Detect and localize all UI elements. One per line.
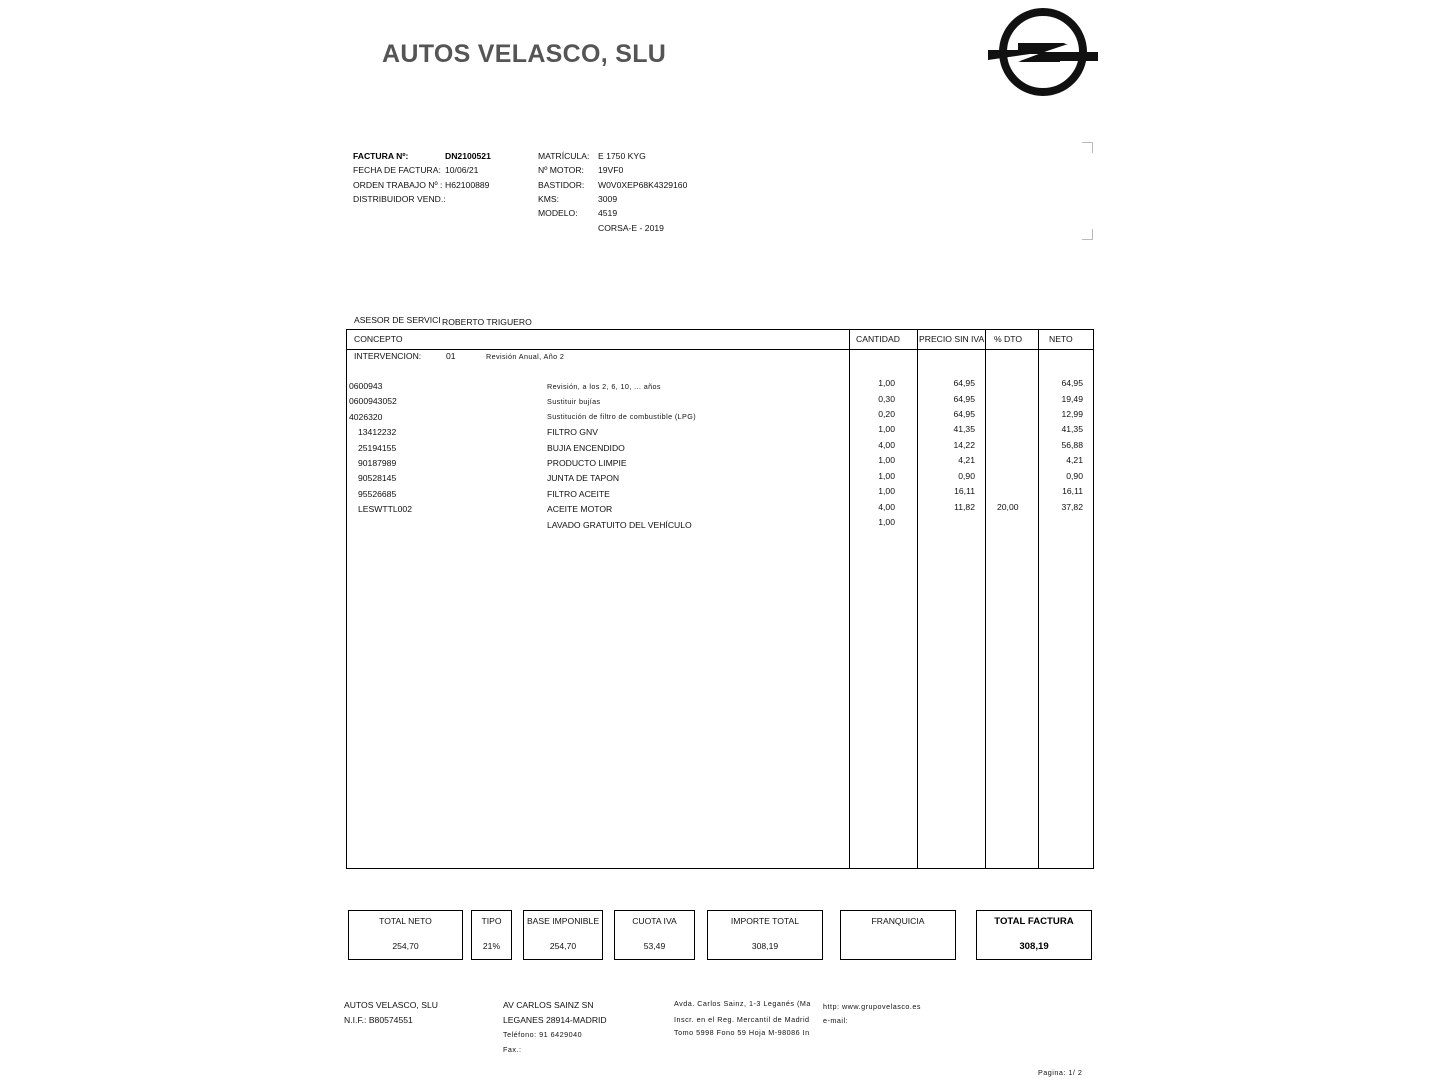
intervencion-number: 01 <box>446 351 456 361</box>
bastidor-value: W0V0XEP68K4329160 <box>598 180 688 190</box>
total-factura-label: TOTAL FACTURA <box>994 916 1074 927</box>
asesor-value: ROBERTO TRIGUERO <box>442 317 532 327</box>
row-neto: 56,88 <box>1061 440 1083 450</box>
tipo-box <box>471 910 512 960</box>
row-precio: 4,21 <box>958 455 975 465</box>
factura-label: FACTURA Nº: <box>353 151 409 161</box>
importe-total-box <box>707 910 823 960</box>
row-precio: 64,95 <box>953 394 975 404</box>
matricula-value: E 1750 KYG <box>598 151 646 161</box>
row-description: FILTRO ACEITE <box>547 489 610 499</box>
footer-legal3: Tomo 5998 Fono 59 Hoja M-98086 In <box>674 1028 810 1037</box>
row-code: 95526685 <box>358 489 397 499</box>
row-code: 0600943 <box>349 381 383 391</box>
footer-address2: LEGANES 28914-MADRID <box>503 1015 607 1025</box>
row-description: BUJIA ENCENDIDO <box>547 443 625 453</box>
row-cantidad: 4,00 <box>878 440 895 450</box>
row-code: 0600943052 <box>349 396 397 406</box>
row-description: FILTRO GNV <box>547 427 598 437</box>
footer-legal1: Avda. Carlos Sainz, 1-3 Leganés (Ma <box>674 999 811 1008</box>
matricula-label: MATRÍCULA: <box>538 151 590 161</box>
kms-label: KMS: <box>538 194 560 204</box>
opel-blitz-logo-icon <box>986 6 1100 98</box>
total-neto-box <box>348 910 463 960</box>
row-neto: 16,11 <box>1062 486 1083 496</box>
modelo-label: MODELO: <box>538 208 578 218</box>
row-precio: 11,82 <box>954 502 975 512</box>
row-neto: 64,95 <box>1061 378 1083 388</box>
tipo-value: 21% <box>482 941 501 951</box>
distribuidor-label: DISTRIBUIDOR VEND.: <box>353 194 446 204</box>
model-name: CORSA-E - 2019 <box>598 223 664 233</box>
page-number: Pagina: 1/ 2 <box>1038 1068 1083 1077</box>
corner-mark <box>1082 142 1093 153</box>
footer-fax: Fax.: <box>503 1045 522 1054</box>
total-neto-value: 254,70 <box>392 941 419 951</box>
orden-value: H62100889 <box>445 180 490 190</box>
row-description: PRODUCTO LIMPIE <box>547 458 627 468</box>
bastidor-label: BASTIDOR: <box>538 180 585 190</box>
intervencion-description: Revisión Anual, Año 2 <box>486 352 565 361</box>
franquicia-box <box>840 910 956 960</box>
row-precio: 16,11 <box>954 486 975 496</box>
row-code: 25194155 <box>358 443 397 453</box>
row-cantidad: 0,30 <box>878 394 895 404</box>
row-code: 13412232 <box>358 427 397 437</box>
column-divider <box>985 329 986 869</box>
row-description: Sustituir bujías <box>547 397 601 406</box>
base-imponible-value: 254,70 <box>549 941 577 951</box>
row-code: 4026320 <box>349 412 383 422</box>
row-code: 90528145 <box>358 473 397 483</box>
cuota-iva-box <box>614 910 695 960</box>
row-description: LAVADO GRATUITO DEL VEHÍCULO <box>547 520 692 530</box>
orden-label: ORDEN TRABAJO Nº : <box>353 180 443 190</box>
row-cantidad: 1,00 <box>878 486 895 496</box>
row-precio: 64,95 <box>953 378 975 388</box>
row-neto: 37,82 <box>1061 502 1083 512</box>
factura-value: DN2100521 <box>445 151 491 161</box>
importe-total-label: IMPORTE TOTAL <box>730 916 800 926</box>
row-description: JUNTA DE TAPON <box>547 473 620 483</box>
tipo-label: TIPO <box>481 916 502 926</box>
row-code: 90187989 <box>358 458 397 468</box>
invoice-lines-table <box>346 329 1094 869</box>
row-precio: 41,35 <box>953 424 975 434</box>
header-dto: % DTO <box>994 334 1023 344</box>
asesor-label: ASESOR DE SERVICI <box>354 315 441 325</box>
base-imponible-label: BASE IMPONIBLE <box>526 916 600 926</box>
kms-value: 3009 <box>598 194 618 204</box>
cuota-iva-value: 53,49 <box>643 941 666 951</box>
company-title: AUTOS VELASCO, SLU <box>382 40 667 68</box>
row-cantidad: 4,00 <box>878 502 895 512</box>
row-code: LESWTTL002 <box>358 504 412 514</box>
row-cantidad: 0,20 <box>878 409 895 419</box>
footer-email: e-mail: <box>823 1016 849 1025</box>
total-factura-box <box>976 910 1092 960</box>
motor-value: 19VF0 <box>598 165 624 175</box>
header-cantidad: CANTIDAD <box>856 334 900 344</box>
row-neto: 4,21 <box>1066 455 1083 465</box>
row-cantidad: 1,00 <box>878 378 895 388</box>
row-description: Revisión, a los 2, 6, 10, ... años <box>547 382 661 391</box>
row-precio: 64,95 <box>953 409 975 419</box>
importe-total-value: 308,19 <box>751 941 779 951</box>
corner-mark <box>1082 229 1093 240</box>
intervencion-label: INTERVENCION: <box>354 351 422 361</box>
row-description: ACEITE MOTOR <box>547 504 613 514</box>
footer-telefono: Teléfono: 91 6429040 <box>503 1030 583 1039</box>
header-concepto: CONCEPTO <box>354 334 403 344</box>
footer-address1: AV CARLOS SAINZ SN <box>503 1000 594 1010</box>
motor-label: Nº MOTOR: <box>538 165 584 175</box>
row-neto: 12,99 <box>1061 409 1083 419</box>
row-cantidad: 1,00 <box>878 455 895 465</box>
header-precio: PRECIO SIN IVA <box>919 334 985 344</box>
row-precio: 0,90 <box>958 471 975 481</box>
row-cantidad: 1,00 <box>878 517 895 527</box>
row-cantidad: 1,00 <box>878 471 895 481</box>
row-dto: 20,00 <box>997 502 1019 512</box>
modelo-value: 4519 <box>598 208 618 218</box>
row-neto: 41,35 <box>1061 424 1083 434</box>
cuota-iva-label: CUOTA IVA <box>632 916 677 926</box>
footer-company: AUTOS VELASCO, SLU <box>344 1000 438 1010</box>
footer-web: http: www.grupovelasco.es <box>823 1002 921 1011</box>
total-factura-value: 308,19 <box>1019 941 1049 952</box>
header-neto: NETO <box>1049 334 1073 344</box>
row-description: Sustitución de filtro de combustible (LPG) <box>547 412 697 421</box>
footer-nif: N.I.F.: B80574551 <box>344 1015 413 1025</box>
row-neto: 19,49 <box>1061 394 1083 404</box>
row-cantidad: 1,00 <box>878 424 895 434</box>
footer-legal2: Inscr. en el Reg. Mercantil de Madrid <box>674 1015 810 1024</box>
total-neto-label: TOTAL NETO <box>379 916 432 926</box>
row-precio: 14,22 <box>953 440 975 450</box>
table-header-divider <box>346 349 1094 350</box>
fecha-value: 10/06/21 <box>445 165 479 175</box>
base-imponible-box <box>523 910 603 960</box>
franquicia-label: FRANQUICIA <box>871 916 925 926</box>
row-neto: 0,90 <box>1066 471 1083 481</box>
fecha-label: FECHA DE FACTURA: <box>353 165 441 175</box>
